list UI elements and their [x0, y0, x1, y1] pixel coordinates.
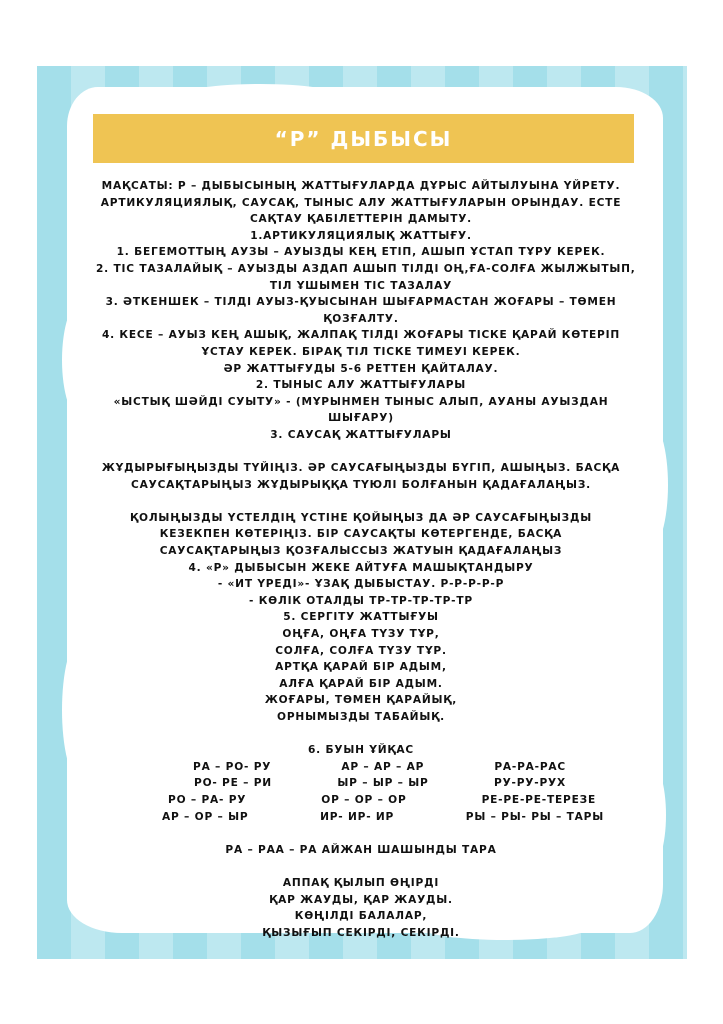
text-line: САУСАҚТАРЫҢЫЗ ҚОЗҒАЛЫССЫЗ ЖАТУЫН ҚАДАҒАЛАҢЫЗ	[159, 545, 563, 558]
text-line: СОЛҒА, СОЛҒА ТҮЗУ ТҰР.	[275, 644, 447, 657]
spacer	[96, 493, 626, 510]
syllable-cell: АР – ОР – ЫР	[162, 810, 249, 823]
paper-wave	[632, 760, 666, 870]
text-line: САУСАҚТАРЫҢЫЗ ЖҰДЫРЫҚҚА ТҮЮЛІ БОЛҒАНЫН ҚАДАҒАЛАҢЫЗ.	[131, 478, 591, 491]
poem-line: КӨҢІЛДІ БАЛАЛАР,	[294, 910, 428, 923]
page-title: “Р” ДЫБЫСЫ	[274, 126, 453, 151]
text-line: ЖҰДЫРЫҒЫҢЫЗДЫ ТҮЙІҢІЗ. ӘР САУСАҒЫҢЫЗДЫ БҮГІП, АШЫҢЫЗ. БАСҚА	[101, 462, 621, 475]
text-line: ҰСТАУ КЕРЕК. БІРАҚ ТІЛ ТІСКЕ ТИМЕУІ КЕРЕК.	[201, 345, 521, 358]
text-line: АЛҒА ҚАРАЙ БІР АДЫМ.	[279, 677, 443, 690]
text-line: ҚОЗҒАЛТУ.	[323, 312, 399, 325]
syllable-cell: РЫ – РЫ- РЫ – ТАРЫ	[465, 810, 604, 823]
text-line: САҚТАУ ҚАБІЛЕТТЕРІН ДАМЫТУ.	[249, 213, 473, 226]
syllable-cell: РЕ-РЕ-РЕ-ТЕРЕЗЕ	[481, 793, 596, 806]
text-line: МАҚСАТЫ: Р – ДЫБЫСЫНЫҢ ЖАТТЫҒУЛАРДА ДҰРЫС АЙТЫЛУЫНА ҮЙРЕТУ.	[101, 180, 621, 192]
text-line: КЕЗЕКПЕН КӨТЕРІҢІЗ. БІР САУСАҚТЫ КӨТЕРГЕНДЕ, БАСҚА	[159, 528, 563, 541]
text-line: ТІЛ ҰШЫМЕН ТІС ТАЗАЛАУ	[269, 279, 453, 292]
poem-line: АППАҚ ҚЫЛЫП ӨҢІРДІ	[282, 876, 440, 889]
syllable-cell: АР – АР – АР	[341, 760, 425, 773]
text-line: 5. СЕРГІТУ ЖАТТЫҒУЫ	[283, 611, 439, 624]
syllable-row	[96, 775, 626, 792]
text-line: - «ИТ ҮРЕДІ»- ҰЗАҚ ДЫБЫСТАУ. Р-Р-Р-Р-Р	[217, 578, 505, 591]
syllable-cell: РО – РА- РУ	[168, 793, 247, 806]
paper-wave	[180, 84, 340, 108]
syllable-cell: РА – РО- РУ	[193, 760, 272, 773]
text-line: «ЫСТЫҚ ШӘЙДІ СУЫТУ» - (МҰРЫНМЕН ТЫНЫС АЛЫП, АУАНЫ АУЫЗДАН	[113, 395, 609, 408]
text-line: АРТИКУЛЯЦИЯЛЫҚ, САУСАҚ, ТЫНЫС АЛУ ЖАТТЫҒУЛАРЫН ОРЫНДАУ. ЕСТЕ	[100, 196, 622, 209]
text-line: 4. «Р» ДЫБЫСЫН ЖЕКЕ АЙТУҒА МАШЫҚТАНДЫРУ	[188, 561, 534, 574]
text-line: 4. КЕСЕ – АУЫЗ КЕҢ АШЫҚ, ЖАЛПАҚ ТІЛДІ ЖОҒАРЫ ТІСКЕ ҚАРАЙ КӨТЕРІП	[101, 329, 621, 342]
poem	[96, 875, 626, 941]
text-line: ҚОЛЫҢЫЗДЫ ҮСТЕЛДІҢ ҮСТІНЕ ҚОЙЫҢЫЗ ДА ӘР САУСАҒЫҢЫЗДЫ	[130, 511, 592, 524]
text-line: 3. ӘТКЕНШЕК – ТІЛДІ АУЫЗ-ҚУЫСЫНАН ШЫҒАРМАСТАН ЖОҒАРЫ – ТӨМЕН	[105, 296, 617, 309]
syllable-row	[96, 759, 626, 776]
text-line: АРТҚА ҚАРАЙ БІР АДЫМ,	[275, 661, 447, 674]
text-line: 2. ТЫНЫС АЛУ ЖАТТЫҒУЛАРЫ	[255, 379, 467, 392]
spacer	[96, 726, 626, 743]
syllable-row	[96, 809, 626, 826]
paper-wave	[62, 640, 98, 780]
syllable-cell: ИР- ИР- ИР	[320, 810, 395, 823]
syllable-cell: ОР – ОР – ОР	[321, 793, 407, 806]
text-line: 3. САУСАҚ ЖАТТЫҒУЛАРЫ	[270, 428, 452, 441]
syllable-cell: РУ-РУ-РУХ	[494, 777, 566, 790]
tongue-twister: РА – РАА – РА АЙЖАН ШАШЫНДЫ ТАРА	[225, 843, 497, 856]
syllable-cell: РО- РЕ – РИ	[194, 777, 272, 790]
finger-exercise-2-and-more	[96, 510, 626, 726]
syllables-table	[96, 759, 626, 825]
text-line: 1.АРТИКУЛЯЦИЯЛЫҚ ЖАТТЫҒУ.	[250, 229, 472, 242]
text-line: ОҢҒА, ОҢҒА ТҮЗУ ТҰР,	[282, 628, 440, 641]
poem-line: ҚЫЗЫҒЫП СЕКІРДІ, СЕКІРДІ.	[262, 926, 460, 939]
syllables-heading: 6. БУЫН ҰЙҚАС	[308, 744, 414, 757]
text-line: - КӨЛІК ОТАЛДЫ ТР-ТР-ТР-ТР-ТР	[249, 594, 473, 607]
poem-line: ҚАР ЖАУДЫ, ҚАР ЖАУДЫ.	[269, 893, 453, 906]
spacer	[96, 444, 626, 461]
text-line: ОРНЫМЫЗДЫ ТАБАЙЫҚ.	[277, 711, 445, 723]
syllable-row	[96, 792, 626, 809]
goals-and-exercises	[96, 178, 636, 444]
finger-exercise-1	[96, 460, 626, 493]
text-line: 2. ТІС ТАЗАЛАЙЫҚ – АУЫЗДЫ АЗДАП АШЫП ТІЛДІ ОҢ,ҒА-СОЛҒА ЖЫЛЖЫТЫП,	[96, 262, 636, 275]
syllable-cell: ЫР – ЫР – ЫР	[337, 777, 429, 790]
text-line: 1. БЕГЕМОТТЫҢ АУЗЫ – АУЫЗДЫ КЕҢ ЕТІП, АШЫП ҰСТАП ТҰРУ КЕРЕК.	[116, 246, 606, 259]
text-line: ШЫҒАРУ)	[328, 412, 394, 425]
spacer	[96, 858, 626, 875]
title-banner	[93, 114, 634, 163]
syllable-cell: РА-РА-РАС	[494, 760, 566, 773]
spacer	[96, 825, 626, 842]
text-line: ӘР ЖАТТЫҒУДЫ 5-6 РЕТТЕН ҚАЙТАЛАУ.	[223, 362, 499, 375]
text-line: ЖОҒАРЫ, ТӨМЕН ҚАРАЙЫҚ,	[264, 694, 458, 707]
lesson-content	[96, 178, 636, 941]
paper-wave	[630, 420, 668, 550]
